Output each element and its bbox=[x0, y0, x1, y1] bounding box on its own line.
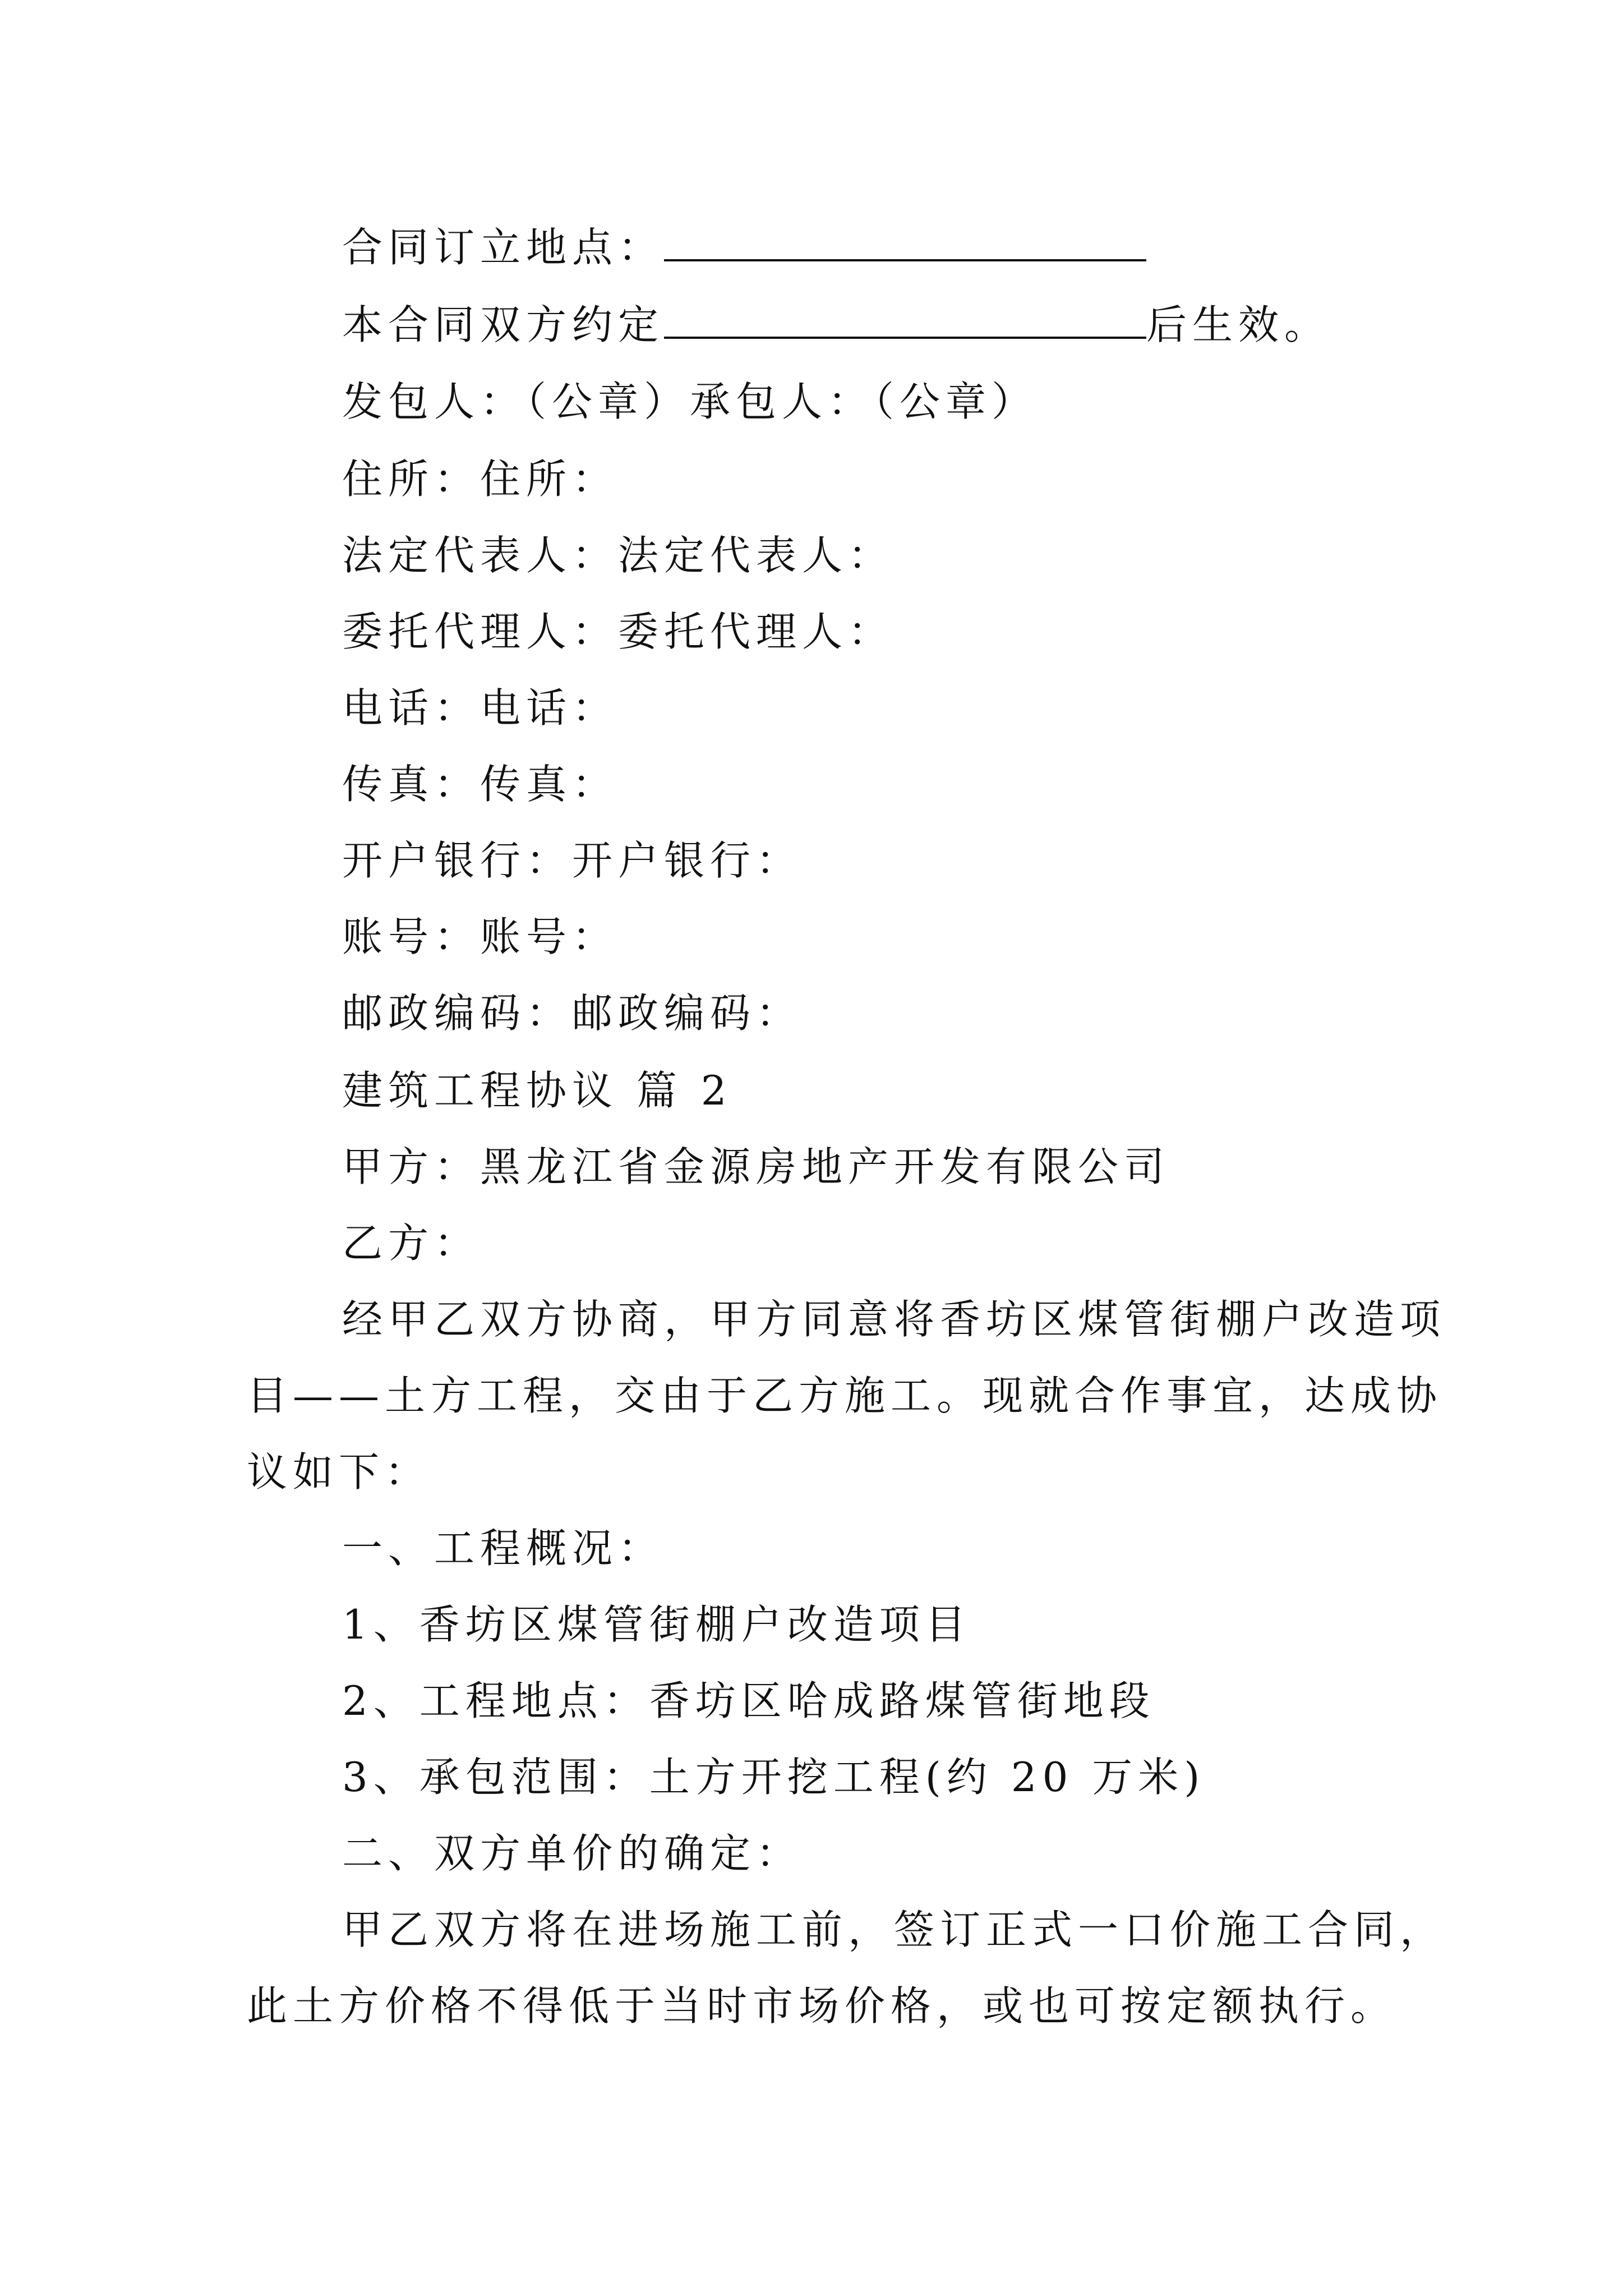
effective-clause-label: 本合同双方约定 bbox=[342, 301, 665, 348]
section1-heading: 一、工程概况： bbox=[342, 1525, 665, 1572]
address-line: 住所：住所： bbox=[342, 455, 619, 503]
signing-place-blank bbox=[664, 219, 1146, 261]
item-1: 1、香坊区煤管街棚户改造项目 bbox=[342, 1601, 971, 1648]
seal-line: 发包人：（公章）承包人：（公章） bbox=[342, 378, 1038, 425]
intro-line-2: 目——土方工程，交由于乙方施工。现就合作事宜，达成协 bbox=[247, 1372, 1443, 1419]
party-b-line: 乙方： bbox=[342, 1220, 481, 1267]
pricing-line-2: 此土方价格不得低于当时市场价格，或也可按定额执行。 bbox=[247, 1982, 1397, 2030]
account-line: 账号：账号： bbox=[342, 913, 619, 960]
item-3: 3、承包范围：土方开挖工程(约 20 万米) bbox=[342, 1754, 1206, 1801]
signing-place-label: 合同订立地点： bbox=[342, 224, 665, 271]
phone-line: 电话：电话： bbox=[342, 684, 619, 731]
signing-place-line bbox=[342, 219, 1146, 275]
postcode-line: 邮政编码：邮政编码： bbox=[342, 990, 803, 1037]
intro-line-1: 经甲乙双方协商，甲方同意将香坊区煤管街棚户改造项 bbox=[342, 1296, 1446, 1343]
effective-clause-blank bbox=[664, 296, 1146, 339]
section-title: 建筑工程协议 篇 2 bbox=[342, 1067, 732, 1114]
pricing-line-1: 甲乙双方将在进场施工前，签订正式一口价施工合同， bbox=[342, 1906, 1446, 1953]
party-a-line: 甲方：黑龙江省金源房地产开发有限公司 bbox=[342, 1143, 1170, 1190]
intro-line-3: 议如下： bbox=[247, 1448, 431, 1496]
section2-heading: 二、双方单价的确定： bbox=[342, 1830, 803, 1877]
bank-line: 开户银行：开户银行： bbox=[342, 837, 803, 884]
effective-clause-line bbox=[342, 296, 1330, 353]
effective-clause-suffix: 后生效。 bbox=[1146, 301, 1331, 348]
agent-line: 委托代理人：委托代理人： bbox=[342, 608, 895, 655]
fax-line: 传真：传真： bbox=[342, 761, 619, 808]
item-2: 2、工程地点：香坊区哈成路煤管街地段 bbox=[342, 1677, 1155, 1724]
legal-rep-line: 法定代表人：法定代表人： bbox=[342, 532, 895, 579]
